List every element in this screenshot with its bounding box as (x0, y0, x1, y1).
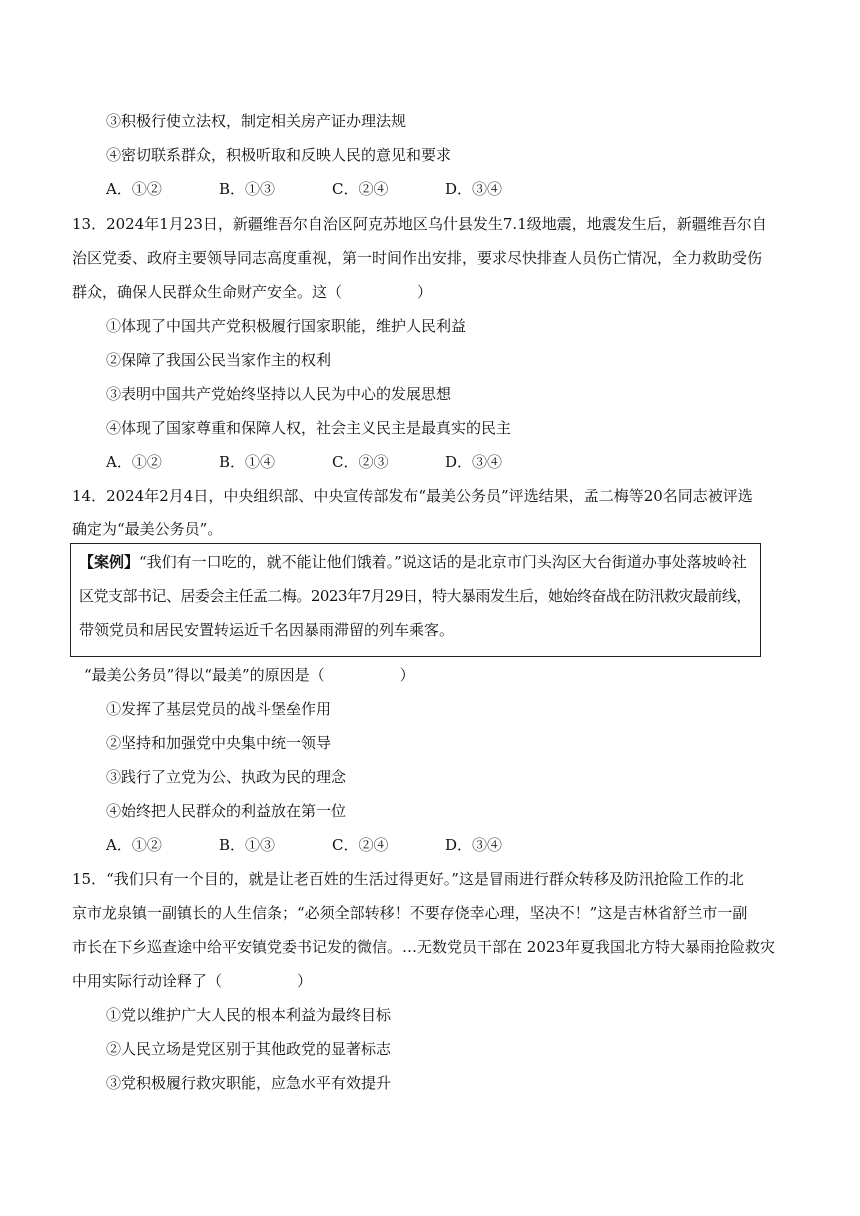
q13-option-4: ④体现了国家尊重和保障人权，社会主义民主是最真实的民主 (106, 419, 512, 437)
case-box (70, 543, 761, 657)
q13-choices (106, 452, 558, 472)
q12-option-4: ④密切联系群众，积极听取和反映人民的意见和要求 (106, 146, 452, 164)
q13-stem-line-2: 治区党委、政府主要领导同志高度重视，第一时间作出安排，要求尽快排查人员伤亡情况，全力救助受伤 (72, 249, 763, 267)
case-line-2: 区党支部书记、居委会主任孟二梅。2023年7月29日，特大暴雨发生后，她始终奋战在防汛救灾最前线， (79, 587, 751, 605)
q13-option-3: ③表明中国共产党始终坚持以人民为中心的发展思想 (106, 385, 452, 403)
q14-stem-line-2: 确定为“最美公务员”。 (72, 520, 223, 538)
q13-stem-line-3: 群众，确保人民群众生命财产安全。这（ ） (72, 283, 433, 301)
q14-option-3: ③践行了立党为公、执政为民的理念 (106, 768, 347, 786)
q12-choice-a[interactable]: A．①② (106, 180, 162, 198)
q14-option-1: ①发挥了基层党员的战斗堡垒作用 (106, 700, 332, 718)
q13-choice-a[interactable]: A．①② (106, 453, 162, 471)
q14-choices (106, 835, 558, 855)
q14-option-4: ④始终把人民群众的利益放在第一位 (106, 802, 347, 820)
q13-choice-c[interactable]: C．②③ (332, 453, 389, 471)
q15-stem-line-2: 京市龙泉镇一副镇长的人生信条；“必须全部转移！不要存侥幸心理，坚决不！”这是吉林省舒兰市一副 (72, 904, 748, 922)
q13-choice-b[interactable]: B．①④ (219, 453, 276, 471)
q14-stem-line-1: 14．2024年2月4日，中央组织部、中央宣传部发布“最美公务员”评选结果，孟二梅等20名同志被评选 (72, 487, 753, 505)
q14-option-2: ②坚持和加强党中央集中统一领导 (106, 734, 332, 752)
q13-stem-line-1: 13．2024年1月23日，新疆维吾尔自治区阿克苏地区乌什县发生7.1级地震，地震发生后，新疆维吾尔自 (72, 215, 767, 233)
case-line-3: 带领党员和居民安置转运近千名因暴雨滞留的列车乘客。 (79, 621, 455, 639)
q12-choices (106, 179, 558, 199)
q14-choice-c[interactable]: C．②④ (332, 836, 389, 854)
q15-stem-line-1: 15．“我们只有一个目的，就是让老百姓的生活过得更好。”这是冒雨进行群众转移及防汛抢险工作的北 (72, 870, 744, 888)
q14-choice-a[interactable]: A．①② (106, 836, 162, 854)
q14-question: “最美公务员”得以“最美”的原因是（ ） (84, 666, 415, 684)
q12-choice-b[interactable]: B．①③ (219, 180, 276, 198)
q14-choice-b[interactable]: B．①③ (219, 836, 276, 854)
q15-option-2: ②人民立场是党区别于其他政党的显著标志 (106, 1040, 392, 1058)
q15-option-3: ③党积极履行救灾职能，应急水平有效提升 (106, 1074, 392, 1092)
q13-option-1: ①体现了中国共产党积极履行国家职能，维护人民利益 (106, 317, 467, 335)
q15-stem-line-3: 市长在下乡巡查途中给平安镇党委书记发的微信。…无数党员干部在 2023年夏我国北方特大暴雨抢险救灾 (72, 938, 775, 956)
q13-choice-d[interactable]: D．③④ (445, 453, 503, 471)
q15-option-1: ①党以维护广大人民的根本利益为最终目标 (106, 1006, 392, 1024)
q12-choice-c[interactable]: C．②④ (332, 180, 389, 198)
q15-stem-line-4: 中用实际行动诠释了（ ） (72, 972, 313, 990)
case-tag: 【案例】 (79, 553, 140, 571)
q12-choice-d[interactable]: D．③④ (445, 180, 503, 198)
q14-choice-d[interactable]: D．③④ (445, 836, 503, 854)
case-line-1: 【案例】“我们有一口吃的，就不能让他们饿着。”说这话的是北京市门头沟区大台街道办事处落坡岭社 (79, 553, 747, 571)
q12-option-3: ③积极行使立法权，制定相关房产证办理法规 (106, 112, 407, 130)
q13-option-2: ②保障了我国公民当家作主的权利 (106, 351, 332, 369)
